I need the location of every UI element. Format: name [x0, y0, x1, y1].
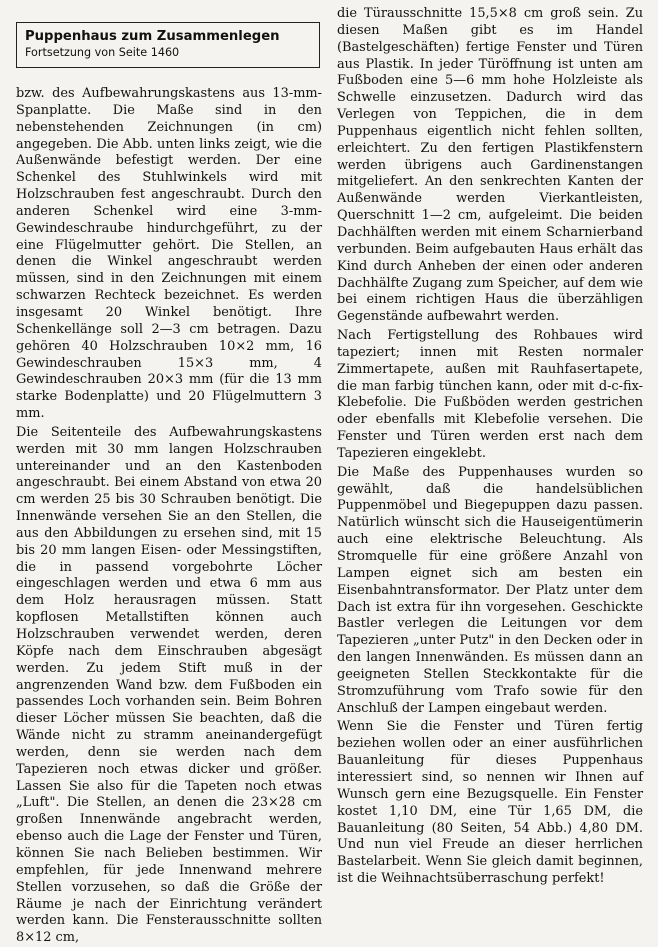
paragraph: bzw. des Aufbewahrungskastens aus 13-mm-Spanplatte. Die Maße sind in den nebenstehenden Zeichnungen (in cm) angegeben. Die Abb. unten links zeigt, wie die Außenwände befestigt werden. Der eine Schenkel des Stuhlwinkels wird mit Holzschrauben fest angeschraubt. Durch den anderen Schenkel wird eine 3-mm-Gewindeschraube hindurchgeführt, zu der eine Flügelmutter gehört. Die Stellen, an denen die Winkel angeschraubt werden müssen, sind in den Zeichnungen mit einem schwarzen Rechteck bezeichnet. Es werden insgesamt 20 Winkel benötigt. Ihre Schenkellänge soll 2—3 cm betragen. Dazu gehören 40 Holzschrauben 10×2 mm, 16 Gewindeschrauben 15×3 mm, 4 Gewindeschrauben 20×3 mm (für die 13 mm starke Bodenplatte) und 20 Flügelmuttern 3 mm. [16, 86, 322, 422]
article-title: Puppenhaus zum Zusammenlegen [25, 29, 280, 44]
right-text-column [337, 6, 643, 888]
left-text-column [16, 86, 322, 947]
paragraph: Die Maße des Puppenhauses wurden so gewählt, daß die handelsüblichen Puppenmöbel und Biegepuppen dazu passen. Natürlich wünscht sich die Hauseigentümerin auch eine elektrische Beleuchtung. Als Stromquelle für eine größere Anzahl von Lampen eignet sich am besten ein Eisenbahntransformator. Der Platz unter dem Dach ist extra für ihn vorgesehen. Geschickte Bastler verlegen die Leitungen vor dem Tapezieren „unter Putz" in den Decken oder in den langen Innenwänden. Es müssen dann an geeigneten Stellen Steckkontakte für die Stromzuführung vom Trafo sowie für den Anschluß der Lampen eingebaut werden. [337, 464, 643, 716]
paragraph: die Türausschnitte 15,5×8 cm groß sein. Zu diesen Maßen gibt es im Handel (Bastelgeschäften) fertige Fenster und Türen aus Plastik. In jeder Türöffnung ist unten am Fußboden eine 5—6 mm hohe Holzleiste als Schwelle einzusetzen. Dadurch wird das Verlegen von Teppichen, die in dem Puppenhaus eigentlich nicht fehlen sollten, erleichtert. Zu den fertigen Plastikfenstern werden übrigens auch Gardinenstangen mitgeliefert. An den senkrechten Kanten der Außenwände werden Vierkantleisten, Querschnitt 1—2 cm, aufgeleimt. Die beiden Dachhälften werden mit einem Scharnierband verbunden. Beim aufgebauten Haus erhält das Kind durch Anheben der einen oder anderen Dachhälfte Zugang zum Speicher, auf dem wie bei einem richtigen Haus die überzähligen Gegenstände aufbewahrt werden. [337, 6, 643, 325]
continuation-note: Fortsetzung von Seite 1460 [25, 46, 180, 59]
article-header-box [16, 22, 320, 68]
paragraph: Die Seitenteile des Aufbewahrungskastens werden mit 30 mm langen Holzschrauben untereinander und an den Kastenboden angeschraubt. Bei einem Abstand von etwa 20 cm werden 25 bis 30 Schrauben benötigt. Die Innenwände versehen Sie an den Stellen, die aus den Abbildungen zu ersehen sind, mit 15 bis 20 mm langen Eisen- oder Messingstiften, die in passend vorgebohrte Löcher eingeschlagen werden und etwa 6 mm aus dem Holz herausragen müssen. Statt kopflosen Metallstiften können auch Holzschrauben verwendet werden, deren Köpfe nach dem Einschrauben abgesägt werden. Zu jedem Stift muß in der angrenzenden Wand bzw. dem Fußboden ein passendes Loch vorhanden sein. Beim Bohren dieser Löcher müssen Sie beachten, daß die Wände nicht zu stramm aneinandergefügt werden, denn sie werden nach dem Tapezieren noch etwas dicker und größer. Lassen Sie also für die Tapeten noch etwas „Luft". Die Stellen, an denen die 23×28 cm großen Innenwände angebracht werden, ebenso auch die Lage der Fenster und Türen, können Sie nach Belieben bestimmen. Wir empfehlen, für jede Innenwand mehrere Stellen vorzusehen, so daß die Größe der Räume je nach der Einrichtung verändert werden kann. Die Fensterausschnitte sollten 8×12 cm, [16, 424, 322, 946]
paragraph: Nach Fertigstellung des Rohbaues wird tapeziert; innen mit Resten normaler Zimmertapete, außen mit Rauhfasertapete, die man farbig tünchen kann, oder mit d-c-fix-Klebefolie. Die Fußböden werden gestrichen oder ebenfalls mit Klebefolie versehen. Die Fenster und Türen werden erst nach dem Tapezieren eingeklebt. [337, 328, 643, 461]
paragraph: Wenn Sie die Fenster und Türen fertig beziehen wollen oder an einer ausführlichen Bauanleitung für dieses Puppenhaus interessiert sind, so nennen wir Ihnen auf Wunsch gern eine Bezugsquelle. Ein Fenster kostet 1,10 DM, eine Tür 1,65 DM, die Bauanleitung (80 Seiten, 54 Abb.) 4,80 DM. Und nun viel Freude an dieser herrlichen Bastelarbeit. Wenn Sie gleich damit beginnen, ist die Weihnachtsüberraschung perfekt! [337, 719, 643, 887]
